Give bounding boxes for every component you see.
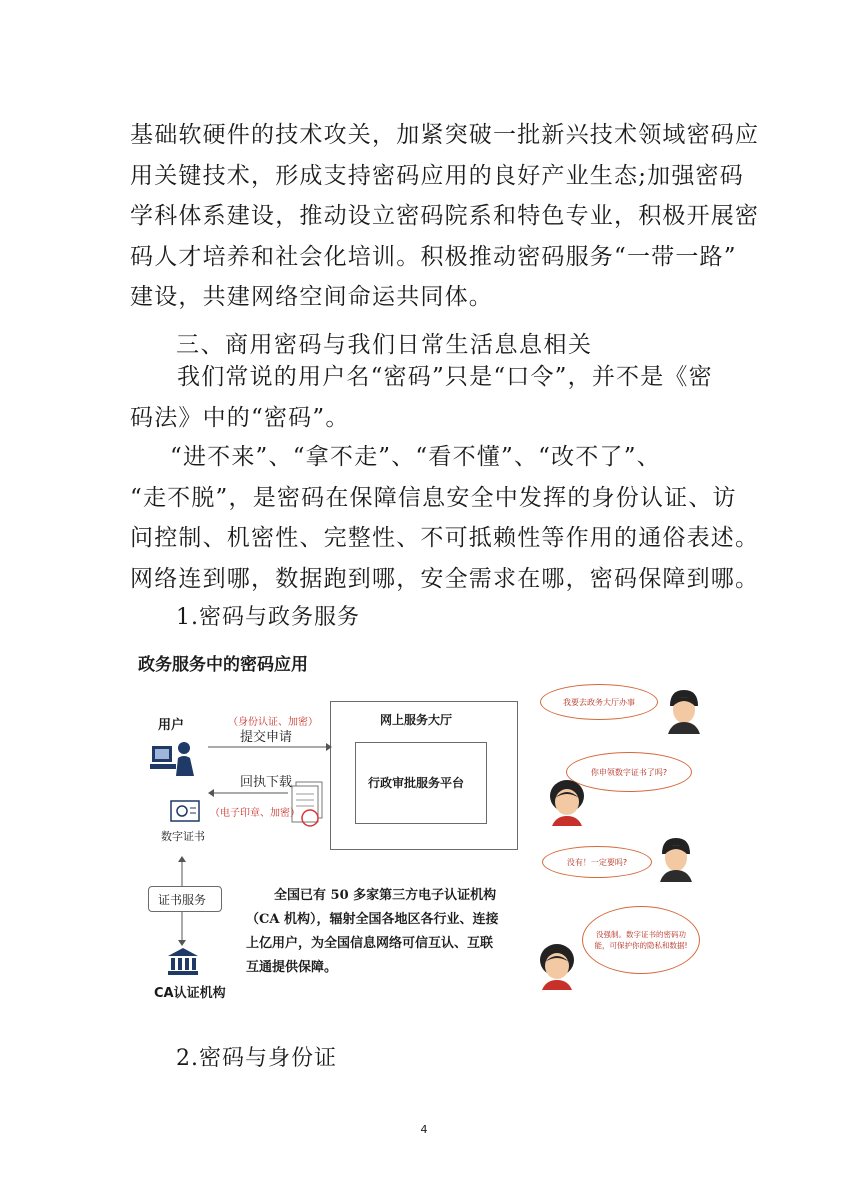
submit-arrow [208, 742, 332, 752]
ca-org-label: CA认证机构 [154, 986, 226, 1001]
subsection-2: 2.密码与身份证 [176, 1046, 337, 1071]
text-line: 互通提供保障。 [246, 960, 338, 975]
bank-building-icon [168, 948, 198, 976]
woman-avatar-icon [536, 942, 578, 990]
subsection-1: 1.密码与政务服务 [176, 605, 360, 630]
text-line: 网络连到哪，数据跑到哪，安全需求在哪，密码保障到哪。 [130, 565, 760, 592]
text-line: “进不来”、“拿不走”、“看不懂”、“改不了”、 [170, 444, 661, 470]
digital-cert-label: 数字证书 [161, 830, 205, 843]
certificate-icon [170, 800, 200, 824]
submit-label: 提交申请 [240, 730, 293, 745]
platform-label: 行政审批服务平台 [368, 776, 465, 790]
speech-bubble: 你申领数字证书了吗? [566, 752, 692, 792]
speech-bubble: 没有！一定要吗? [542, 846, 652, 878]
man-avatar-icon [656, 836, 696, 882]
man-avatar-icon [664, 688, 704, 734]
paragraph-2 [130, 357, 730, 438]
cert-service-label: 证书服务 [158, 893, 207, 907]
seal-encrypt-label: （电子印章、加密） [210, 808, 300, 819]
online-hall-label: 网上服务大厅 [380, 713, 453, 727]
section-heading: 三、商用密码与我们日常生活息息相关 [176, 332, 593, 358]
text-line: 全国已有 50 多家第三方电子认证机构 [274, 888, 497, 903]
page-number: 4 [420, 1123, 428, 1136]
user-label: 用户 [158, 718, 185, 733]
text-line: 学科体系建设，推动设立密码院系和特色专业，积极开展密 [130, 203, 760, 229]
text-line: 上亿用户，为全国信息网络可信互认、互联 [246, 936, 494, 951]
paragraph-1 [130, 115, 760, 318]
woman-avatar-icon [546, 778, 588, 826]
paragraph-3 [130, 437, 760, 599]
text-line: 问控制、机密性、完整性、不可抵赖性等作用的通俗表述。 [130, 525, 760, 551]
figure-title: 政务服务中的密码应用 [138, 655, 308, 675]
text-line: 我们常说的用户名“密码”只是“口令”，并不是《密 [177, 364, 713, 390]
text-line: 码人才培养和社会化培训。积极推动密码服务“一带一路” [130, 243, 737, 270]
text-line: （CA 机构），辐射全国各地区各行业、连接 [246, 912, 499, 927]
ca-description [246, 884, 536, 980]
speech-bubble: 我要去政务大厅办事 [540, 684, 658, 720]
receipt-arrow [208, 788, 288, 798]
identity-encrypt-label: （身份认证、加密） [228, 717, 318, 728]
text-line: 用关键技术，形成支持密码应用的良好产业生态;加强密码 [130, 162, 744, 189]
receipt-label: 回执下载 [240, 775, 293, 790]
computer-user-icon [150, 740, 198, 780]
text-line: 基础软硬件的技术攻关，加紧突破一批新兴技术领域密码应 [130, 122, 760, 148]
text-line: 建设，共建网络空间命运共同体。 [130, 284, 493, 310]
speech-bubble: 没强制。数字证书的密码功能，可保护你的隐私和数据! [582, 906, 700, 974]
text-line: “走不脱”，是密码在保障信息安全中发挥的身份认证、访 [130, 484, 737, 511]
text-line: 码法》中的“密码”。 [130, 404, 350, 431]
